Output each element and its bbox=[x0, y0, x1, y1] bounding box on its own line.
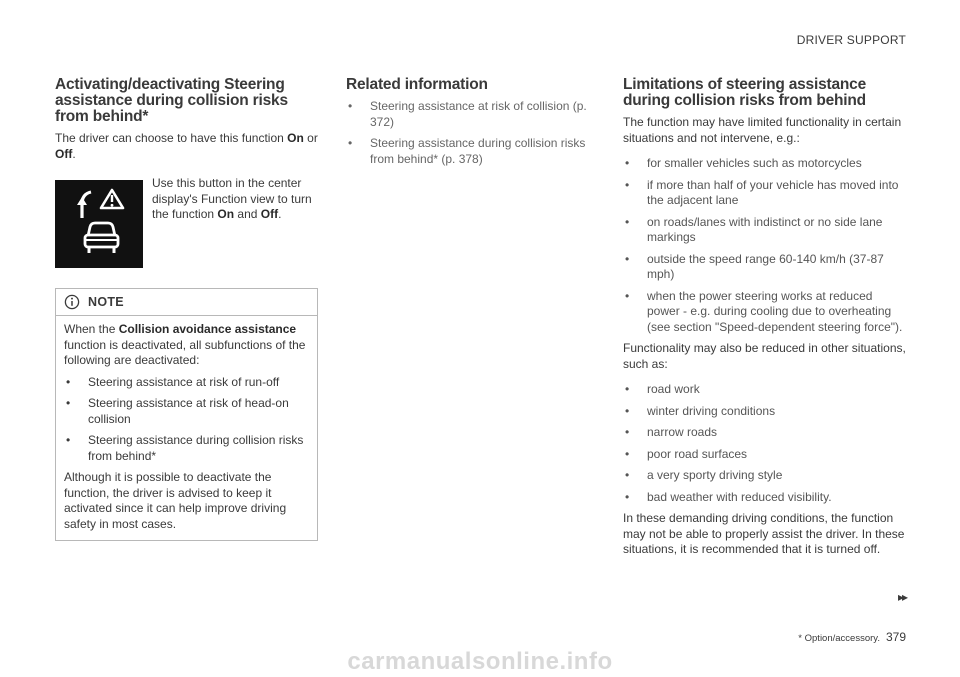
bullet: • bbox=[625, 403, 630, 418]
page-number: 379 bbox=[885, 630, 906, 644]
activation-heading: Activating/deactivating Steering assistance during collision risks from behind* bbox=[55, 76, 288, 125]
related-link-text: Steering assistance during collision risks from behind* (p. 378) bbox=[370, 136, 586, 166]
list-item-text: poor road surfaces bbox=[647, 446, 748, 461]
watermark: carmanualsonline.info bbox=[347, 648, 613, 675]
note-body bbox=[56, 316, 317, 540]
bullet: • bbox=[625, 489, 630, 504]
note-intro-rest: function is deactivated, all subfunctions of the following are deactivated: bbox=[64, 337, 306, 367]
button-on: On bbox=[217, 207, 235, 221]
bullet: • bbox=[625, 288, 630, 303]
intro-off: Off bbox=[55, 146, 73, 161]
button-off: Off bbox=[260, 207, 279, 221]
column-related bbox=[346, 77, 596, 173]
related-list bbox=[346, 99, 596, 167]
bullet: • bbox=[625, 251, 630, 266]
list-item-text: when the power steering works at reduced power - e.g. during cooling due to overheating (see section "Speed-dependent steering force"). bbox=[647, 288, 903, 334]
note-box bbox=[55, 288, 318, 541]
bullet: • bbox=[625, 425, 630, 439]
related-link-collision-behind[interactable] bbox=[346, 136, 596, 167]
list-item-text: Steering assistance at risk of head-on collision bbox=[88, 396, 289, 426]
list-item-text: road work bbox=[647, 382, 700, 396]
bullet: • bbox=[625, 214, 630, 229]
limitations-mid: Functionality may also be reduced in other situations, such as: bbox=[623, 341, 906, 371]
list-item bbox=[623, 215, 908, 246]
list-item bbox=[623, 404, 908, 420]
list-item bbox=[64, 396, 309, 427]
list-item bbox=[623, 289, 908, 336]
list-item bbox=[623, 425, 908, 441]
button-desc-text: Use this button in the center display's Function view to turn the function bbox=[152, 176, 312, 221]
note-list bbox=[64, 375, 309, 465]
button-end: . bbox=[278, 207, 282, 221]
activation-intro bbox=[55, 131, 320, 162]
conditions-list bbox=[623, 382, 908, 505]
list-item-text: outside the speed range 60-140 km/h (37-87 mph) bbox=[647, 251, 884, 281]
note-outro: Although it is possible to deactivate the function, the driver is advised to keep it activated since it can help improve driving safety in most cases. bbox=[64, 470, 287, 531]
column-limitations bbox=[623, 77, 908, 558]
list-item bbox=[64, 433, 309, 464]
info-icon bbox=[64, 294, 80, 310]
note-title: NOTE bbox=[88, 295, 124, 309]
limitations-list bbox=[623, 156, 908, 335]
intro-or: or bbox=[303, 131, 318, 145]
page-footer bbox=[798, 630, 906, 644]
bullet: • bbox=[348, 136, 353, 150]
note-intro-text: When the bbox=[64, 322, 119, 336]
related-link-text: Steering assistance at risk of collision (p. 372) bbox=[370, 99, 587, 129]
list-item-text: a very sporty driving style bbox=[647, 468, 783, 482]
list-item bbox=[623, 156, 908, 172]
limitations-heading: Limitations of steering assistance during collision risks from behind bbox=[623, 76, 866, 109]
limitations-outro: In these demanding driving conditions, the function may not be able to properly assist the driver. In these situations, it is recommended that it is turned off. bbox=[623, 511, 905, 556]
intro-on: On bbox=[287, 131, 304, 145]
bullet: • bbox=[66, 396, 71, 410]
function-button-row bbox=[55, 176, 320, 268]
limitations-intro: The function may have limited functionality in certain situations and not intervene, e.g.: bbox=[623, 115, 902, 145]
list-item-text: narrow roads bbox=[647, 425, 718, 439]
list-item bbox=[623, 252, 908, 283]
section-header: DRIVER SUPPORT bbox=[796, 33, 906, 47]
note-function-name: Collision avoidance assistance bbox=[118, 322, 297, 336]
related-heading: Related information bbox=[346, 76, 488, 93]
list-item-text: if more than half of your vehicle has moved into the adjacent lane bbox=[647, 177, 899, 207]
list-item-text: winter driving conditions bbox=[647, 403, 776, 418]
bullet: • bbox=[348, 99, 353, 113]
bullet: • bbox=[625, 177, 630, 192]
list-item bbox=[623, 382, 908, 398]
column-activation bbox=[55, 77, 320, 541]
button-and: and bbox=[234, 207, 261, 221]
button-description bbox=[152, 176, 312, 223]
footnote: * Option/accessory. bbox=[798, 633, 880, 644]
intro-text: The driver can choose to have this function bbox=[55, 131, 288, 145]
list-item-text: for smaller vehicles such as motorcycles bbox=[647, 156, 862, 170]
note-intro bbox=[64, 322, 309, 369]
note-header bbox=[56, 289, 317, 316]
list-item-text: on roads/lanes with indistinct or no side lane markings bbox=[647, 214, 883, 244]
list-item-text: Steering assistance at risk of run-off bbox=[88, 374, 280, 389]
list-item bbox=[623, 178, 908, 209]
list-item-text: bad weather with reduced visibility. bbox=[647, 489, 832, 504]
list-item-text: Steering assistance during collision risks from behind* bbox=[88, 433, 304, 463]
steering-assist-rear-collision-icon bbox=[55, 180, 143, 268]
related-link-collision-risk[interactable] bbox=[346, 99, 596, 130]
list-item bbox=[623, 468, 908, 484]
bullet: • bbox=[625, 468, 630, 482]
bullet: • bbox=[625, 382, 630, 396]
list-item bbox=[623, 490, 908, 506]
bullet: • bbox=[66, 374, 71, 389]
intro-end: . bbox=[72, 146, 76, 161]
continue-arrows-icon: ▸▸ bbox=[897, 590, 906, 604]
bullet: • bbox=[66, 433, 71, 447]
list-item bbox=[623, 447, 908, 463]
list-item bbox=[64, 375, 309, 391]
bullet: • bbox=[625, 446, 630, 461]
bullet: • bbox=[625, 156, 630, 170]
